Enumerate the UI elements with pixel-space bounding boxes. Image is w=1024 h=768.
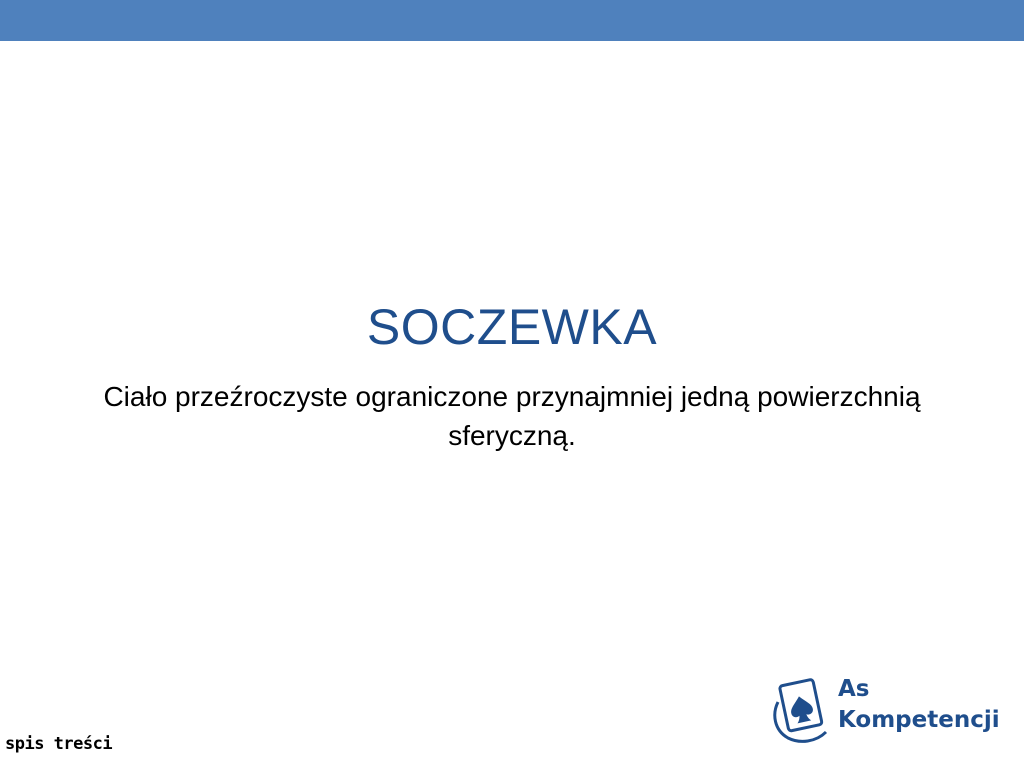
slide-body-text: Ciało przeźroczyste ograniczone przynajmniej jedną powierzchnią sferyczną. [103,381,921,451]
logo-text-kompetencji: Kompetencji [838,707,1000,733]
logo-text-as: As [838,676,870,702]
table-of-contents-link[interactable]: spis treści [5,734,113,754]
as-kompetencji-logo [768,672,998,744]
top-accent-bar [0,0,1024,41]
slide-title: SOCZEWKA [366,299,658,355]
spade-card-icon [768,672,832,744]
